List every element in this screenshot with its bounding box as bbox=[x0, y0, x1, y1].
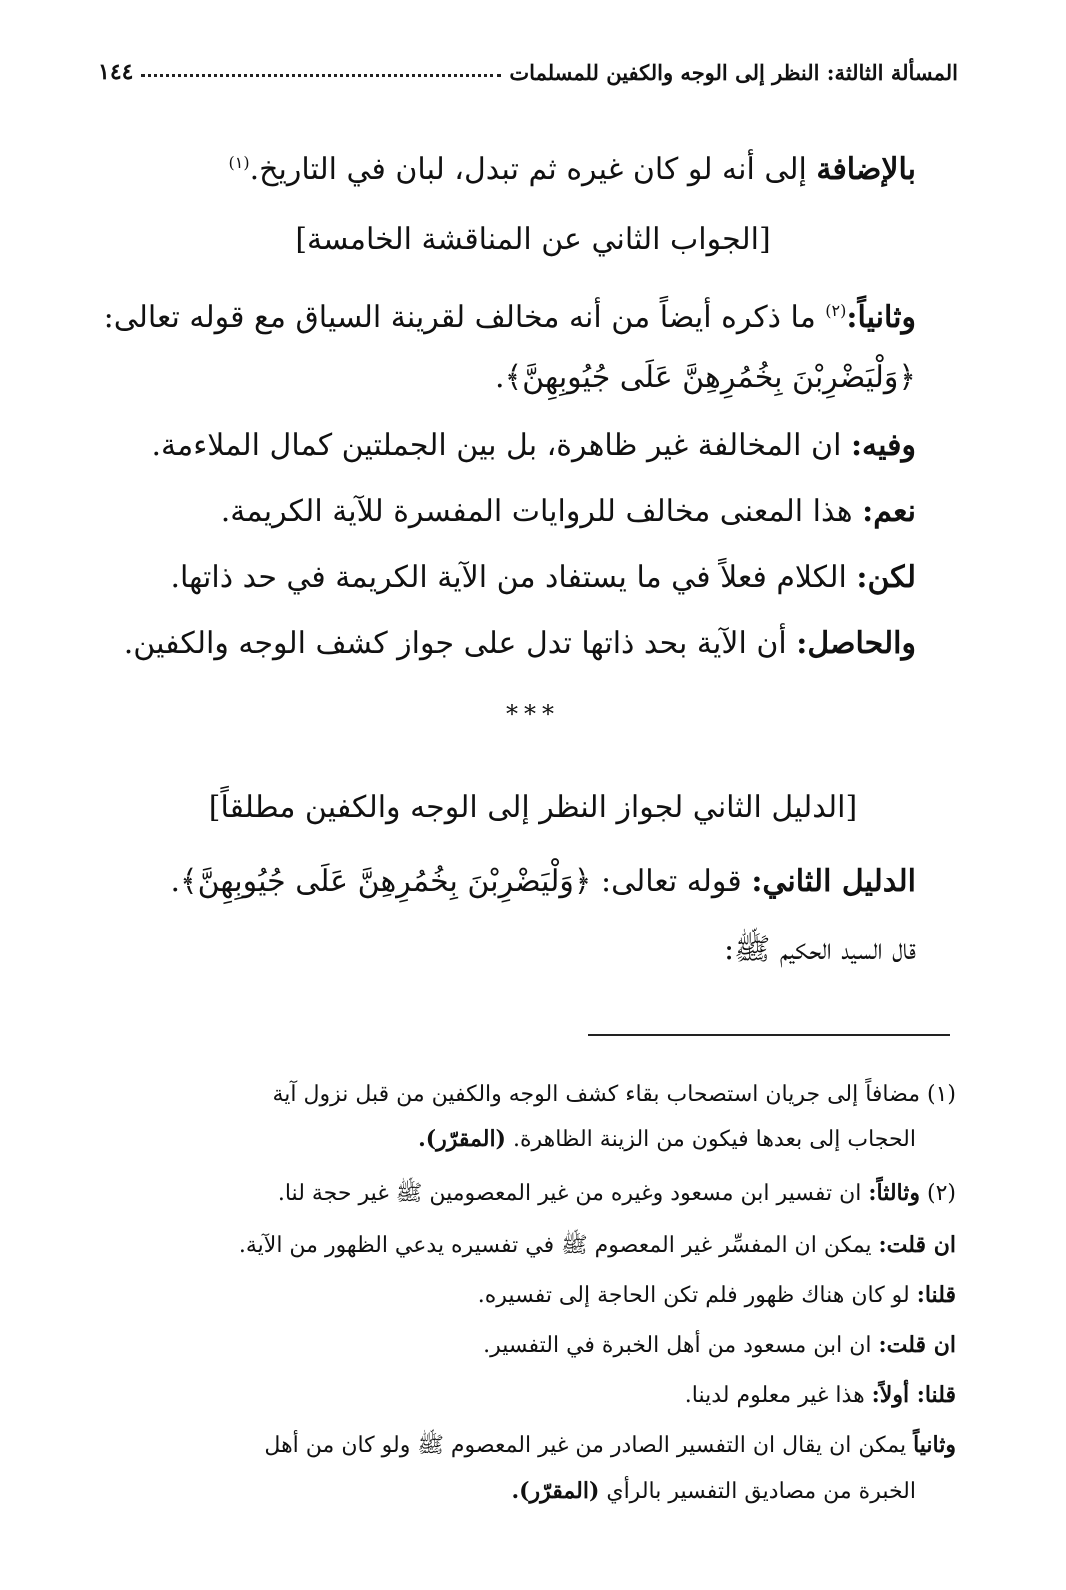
footnote-line-3 bbox=[239, 1228, 956, 1263]
section-heading-1: [الجواب الثاني عن المناقشة الخامسة] bbox=[295, 222, 771, 257]
header-title: المسألة الثالثة: النظر إلى الوجه والكفين للمسلمات bbox=[509, 59, 958, 85]
footnote-line-4 bbox=[478, 1278, 956, 1313]
footnote-1-text: الحجاب إلى بعدها فيكون من الزينة الظاهرة. bbox=[505, 1127, 916, 1152]
paragraph-6-text: أن الآية بحد ذاتها تدل على جواز كشف الوجه والكفين. bbox=[123, 626, 797, 661]
paragraph-5-bold: لكن: bbox=[856, 560, 916, 595]
header-dot-leader bbox=[141, 74, 501, 77]
paragraph-1-bold: بالإضافة bbox=[816, 152, 916, 187]
footnote-line-3-text: يمكن ان المفسِّر غير المعصوم ﷺ في تفسيره يدعي الظهور من الآية. bbox=[238, 1233, 879, 1258]
paragraph-7 bbox=[170, 860, 916, 904]
footnote-ref-1: (١) bbox=[228, 153, 250, 172]
quran-verse-2: ﴿وَلْيَضْرِبْنَ بِخُمُرِهِنَّ عَلَى جُيُوبِهِنَّ﴾. bbox=[170, 864, 592, 899]
footnote-1-line-2 bbox=[418, 1122, 916, 1157]
section-heading-2: [الدليل الثاني لجواز النظر إلى الوجه والكفين مطلقاً] bbox=[208, 790, 858, 825]
footnote-line-6 bbox=[685, 1378, 956, 1413]
footnote-divider bbox=[588, 1034, 950, 1036]
paragraph-3-bold: وفيه: bbox=[850, 428, 916, 463]
footnote-line-4-bold: قلنا: bbox=[916, 1282, 956, 1308]
footnote-2-prefix: (٢) bbox=[920, 1181, 956, 1206]
paragraph-4-text: هذا المعنى مخالف للروايات المفسرة للآية الكريمة. bbox=[220, 494, 863, 529]
page-number: ١٤٤ bbox=[98, 59, 134, 85]
paragraph-5-text: الكلام فعلاً في ما يستفاد من الآية الكريمة في حد ذاتها. bbox=[170, 560, 857, 595]
footnote-line-7 bbox=[264, 1428, 956, 1463]
paragraph-3 bbox=[152, 424, 917, 468]
paragraph-5 bbox=[171, 556, 917, 600]
footnote-line-7-text: يمكن ان يقال ان التفسير الصادر من غير المعصوم ﷺ ولو كان من أهل bbox=[264, 1433, 914, 1458]
footnote-line-8 bbox=[511, 1474, 916, 1509]
footnote-line-8-text: الخبرة من مصاديق التفسير بالرأي bbox=[599, 1479, 916, 1504]
footnote-1-line-1: (١) مضافاً إلى جريان استصحاب بقاء كشف الوجه والكفين من قبل نزول آية bbox=[272, 1082, 956, 1107]
paragraph-7-bold: الدليل الثاني: bbox=[751, 864, 916, 899]
paragraph-8: قال السيد الحكيم ﷺ: bbox=[723, 932, 916, 967]
paragraph-2-text: ما ذكره أيضاً من أنه مخالف لقرينة السياق مع قوله تعالى: bbox=[103, 300, 826, 335]
footnote-line-7-bold: وثانياً bbox=[913, 1432, 956, 1458]
paragraph-4 bbox=[221, 490, 916, 534]
paragraph-1-text: إلى أنه لو كان غيره ثم تبدل، لبان في التاريخ. bbox=[249, 152, 817, 187]
quran-verse-1: ﴿وَلْيَضْرِبْنَ بِخُمُرِهِنَّ عَلَى جُيُوبِهِنَّ﴾. bbox=[495, 360, 916, 395]
paragraph-4-bold: نعم: bbox=[862, 494, 916, 529]
paragraph-7-text: قوله تعالى: bbox=[591, 864, 752, 899]
footnote-line-5-text: ان ابن مسعود من أهل الخبرة في التفسير. bbox=[483, 1333, 879, 1358]
footnote-1-bold: (المقرّر). bbox=[418, 1126, 506, 1152]
footnote-2-text: ان تفسير ابن مسعود وغيره من غير المعصومين ﷺ غير حجة لنا. bbox=[277, 1181, 869, 1206]
paragraph-2-bold: وثانياً: bbox=[846, 300, 916, 335]
running-header bbox=[98, 52, 958, 92]
paragraph-6 bbox=[124, 622, 916, 666]
footnote-line-4-text: لو كان هناك ظهور فلم تكن الحاجة إلى تفسيره. bbox=[477, 1283, 917, 1308]
paragraph-1 bbox=[228, 148, 916, 192]
footnote-line-3-bold: ان قلت: bbox=[878, 1232, 956, 1258]
footnote-line-8-bold: (المقرّر). bbox=[511, 1478, 600, 1504]
footnote-line-5 bbox=[483, 1328, 956, 1363]
section-separator: *** bbox=[506, 700, 560, 728]
paragraph-2 bbox=[104, 296, 916, 340]
footnote-2-bold: وثالثاً: bbox=[868, 1180, 920, 1206]
footnote-2 bbox=[278, 1176, 956, 1211]
footnote-line-5-bold: ان قلت: bbox=[878, 1332, 956, 1358]
paragraph-6-bold: والحاصل: bbox=[796, 626, 916, 661]
footnote-line-6-text: هذا غير معلوم لدينا. bbox=[684, 1383, 872, 1408]
footnote-line-6-bold: قلنا: أولاً: bbox=[871, 1382, 956, 1408]
paragraph-3-text: ان المخالفة غير ظاهرة، بل بين الجملتين كمال الملاءمة. bbox=[151, 428, 851, 463]
footnote-ref-2: (٢) bbox=[825, 301, 847, 320]
